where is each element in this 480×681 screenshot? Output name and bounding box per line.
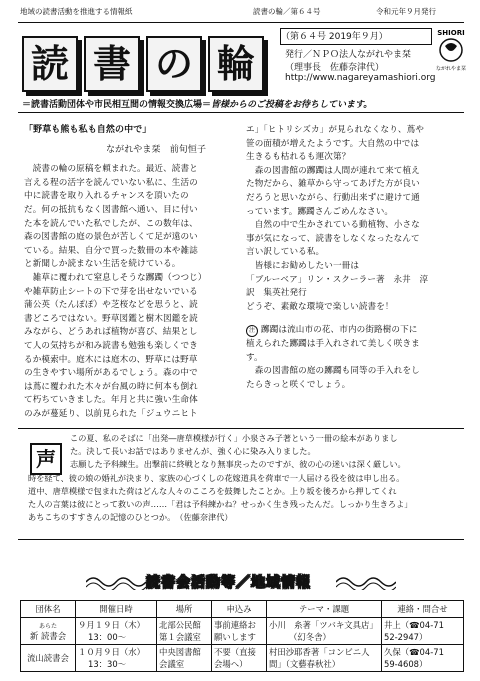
text-line: 笹の面積が増えたようです。大自然の中では: [246, 138, 420, 149]
table-row: [21, 645, 464, 672]
voice-line: この夏、私のそばに「出発―唐草模様が行く」小泉さみ子著という一冊の絵本がありまし: [70, 433, 398, 443]
shiori-logo-icon: [432, 26, 470, 72]
contact-text: 井上（☎04-71: [384, 620, 444, 630]
text-line: 言える程の活字を読んでいない私に、生活の: [24, 177, 198, 188]
text-line: や雑草防止シートの下で芽を出せないでいる: [24, 286, 198, 297]
text-line: 読書の輪の原稿を頼まれた。最近、読書と: [24, 164, 198, 175]
title-char: 書: [84, 36, 140, 92]
title-char: 読: [22, 36, 78, 92]
contact-cell: [382, 645, 464, 672]
text-line: 書どころではない。野草図鑑と樹木図鑑を読: [24, 313, 198, 324]
place-cell: [157, 618, 212, 645]
banner-text: ＝読書活動団体や市民相互間の情報交換広場＝: [22, 100, 212, 110]
contact-cell: [382, 618, 464, 645]
publisher: 発行／ＮＰＯ法人ながれやま栞: [285, 50, 412, 60]
text-line: みながら、どうあれば植物が喜び、結果とし: [24, 327, 198, 338]
wave-decoration-icon: [336, 574, 396, 590]
voice-line: あちこちのすすきんの記憶のひとつか。 （佐藤奈津代）: [28, 512, 233, 523]
group-name: 流山読書会: [27, 653, 69, 663]
text-line: 訳 集英社発行: [246, 288, 307, 299]
issue-box: （第６４号 2019年９月）: [280, 28, 432, 45]
wave-decoration-icon: [86, 574, 146, 590]
place-text: 北部公民館: [159, 620, 201, 630]
note-line: 森の図書館の庭の躑躅も同等の手入れをし: [246, 366, 420, 377]
issue-date: 令和元年９月発行: [376, 7, 436, 16]
time-text: 13：30～: [88, 659, 127, 669]
text-line: 自然の中で生かされている動植物、小さな: [246, 220, 420, 231]
date-text: １０月９日（水）: [78, 647, 145, 657]
issue-reference: 読書の輪／第６４号: [253, 7, 321, 16]
table-header-row: [21, 601, 464, 618]
text-line: と新聞しか読まない生活を続けている。: [24, 259, 181, 270]
datetime-cell: [76, 618, 157, 645]
contact-text: 59-4608）: [384, 659, 428, 669]
text-line: だ。何の抵抗もなく図書館へ通い、目に付い: [24, 204, 198, 215]
text-line: どうぞ、素敵な環境で楽しい読書を！: [246, 301, 394, 312]
tagline: 地域の読書活動を推進する情報紙: [20, 7, 133, 16]
voice-line: 志願した予科練生。出撃前に終戦となり無事戻ったのですが、彼の心の迷いは深く厳しい。: [70, 459, 406, 470]
text-line: て人の気持ちが和み読書も勉強も楽しくでき: [24, 340, 198, 351]
article-title: 「野草も熊も私も自然の中で」: [24, 125, 152, 135]
contact-text: 52-2947）: [384, 632, 428, 642]
text-line: 森の図書館の庭の景色が苦しくて足が遠のい: [24, 232, 198, 243]
text-line: 「ブルーベア」リン・スクーラー著 永井 淳: [246, 274, 429, 285]
website-link[interactable]: http://www.nagareyamashiori.org: [285, 73, 436, 83]
divider: [18, 112, 464, 113]
text-line: 事が気になって、読書をしなくなったなんて: [246, 233, 420, 244]
text-line: 皆様にお勧めしたい一冊は: [246, 260, 360, 271]
apply-cell: [212, 618, 267, 645]
voice-icon: 声: [30, 443, 62, 475]
note-line: たらきっと咲くでしょう。: [246, 379, 351, 390]
table-header: 場所: [157, 601, 212, 618]
title-char: の: [146, 36, 202, 92]
date-text: ９月１９日（木）: [78, 620, 145, 630]
article-column-right: [246, 124, 460, 392]
theme-cell: [267, 645, 382, 672]
text-line: た物だから、雑草から守ってあげた方が良い: [246, 179, 420, 190]
place-text: 会議室: [159, 659, 185, 669]
article-column-left: [24, 124, 232, 421]
voice-text: [28, 432, 460, 524]
logo-text: SHIORI: [437, 29, 465, 37]
table-header: 開催日時: [76, 601, 157, 618]
note-line: 植えられた躑躅は手入れされて美しく咲きま: [246, 338, 420, 349]
text-line: 生きるも枯れるも運次第？: [246, 152, 351, 163]
voice-line: 道中、唐草模様で包まれた荷はどんな人々のこころを鼓舞したことか。上り坂を後ろから押してくれ: [28, 485, 397, 496]
contact-text: 久保（☎04-71: [384, 647, 444, 657]
header-strip: [18, 8, 464, 23]
text-line: 言い訳している私。: [246, 247, 325, 258]
note-line: [246, 324, 460, 338]
table-header: 連絡・問合せ: [382, 601, 464, 618]
datetime-cell: [76, 645, 157, 672]
banner: [22, 97, 464, 109]
apply-text: 事前連絡お: [214, 620, 256, 630]
group-cell: [21, 618, 76, 645]
masthead-title: [22, 28, 272, 98]
group-reading: あらた: [38, 622, 57, 630]
text-line: は蔦に覆われた木々が台風の時に何本も倒れ: [24, 381, 198, 392]
theme-text: （幻冬舎）: [289, 632, 331, 642]
apply-text: 不要（直接: [214, 647, 256, 657]
text-line: 蒲公英（たんぽぽ）や芝桜などを思うと、読: [24, 300, 198, 311]
editor-credit: （理事長 佐藤奈津代）: [285, 63, 385, 73]
apply-text: 会場へ）: [214, 659, 248, 669]
text-line: っています。躑躅さんごめんなさい。: [246, 206, 394, 217]
theme-cell: [267, 618, 382, 645]
table-row: [21, 618, 464, 645]
text-line: て朽ちていきました。年月と共に強い生命体: [24, 395, 198, 406]
text-line: だろうと思いながら、行動出来ずに避けて通: [246, 192, 420, 203]
group-cell: [21, 645, 76, 672]
apply-cell: [212, 645, 267, 672]
banner-note: 皆様からのご投稿をお待ちしています。: [211, 100, 373, 110]
text-line: 中に読書を取り入れるチャンスを頂いたの: [24, 191, 189, 202]
text-line: るか模索中。庭木には庭木の、野草には野草: [24, 354, 198, 365]
text-line: エ」「ヒトリシズカ」が見られなくなり、蔦や: [246, 125, 425, 135]
place-cell: [157, 645, 212, 672]
title-char: 輪: [208, 36, 264, 92]
note-line: す。: [246, 352, 263, 363]
text-line: のみが蔓延り、以前見られた「ジュウニヒト: [24, 408, 198, 419]
text-line: 森の図書館の躑躅は人間が連れて来て植え: [246, 165, 420, 176]
logo-subtext: ながれやま栞: [435, 66, 467, 72]
theme-text: 小川 糸著「ツバキ文具店」: [269, 620, 378, 630]
place-text: 第１会議室: [159, 632, 201, 642]
group-name: 新 読書会: [29, 630, 67, 641]
table-header: 団体名: [21, 601, 76, 618]
table-header: 申込み: [212, 601, 267, 618]
note-text: 躑躅は流山市の花、市内の街路樹の下に: [261, 325, 418, 336]
voice-line: 時を経て、彼の娘の婚礼が決まり、家族の心づくしの花嫁道具を荷車で一人届ける役を彼は申し出る。: [28, 472, 405, 483]
section-heading: [86, 572, 398, 590]
text-line: の生きやすい場所があるでしょう。森の中で: [24, 368, 198, 379]
event-table: [20, 600, 464, 672]
voice-line: た人の言葉は彼にとって救いの声……「君は予科練かね？せっかく生き残ったんだ。しっかり生きろよ」: [28, 499, 413, 510]
text-line: た本を読んでいた私でしたが、この数年は、: [24, 218, 198, 229]
section-title: 読書会活動等／地域情報: [146, 575, 311, 591]
table-header: テーマ・課題: [267, 601, 382, 618]
theme-text: 間」（文藝春秋社）: [269, 659, 341, 669]
text-line: 雑草に覆われて窒息しそうな躑躅（つつじ）: [24, 272, 207, 283]
note-marker-icon: 注: [246, 325, 258, 337]
theme-text: 村田沙耶香著「コンビニ人: [269, 647, 370, 657]
voice-line: た。決して長いお話ではありませんが、強く心に染み入りました。: [70, 446, 316, 457]
time-text: 13：00～: [88, 632, 127, 642]
text-line: ている。結果、自分で買った数冊の本や雑誌: [24, 245, 198, 256]
place-text: 中央図書館: [159, 647, 201, 657]
apply-text: 願いします: [214, 632, 256, 642]
article-author: ながれやま栞 前旬恒子: [106, 144, 207, 155]
